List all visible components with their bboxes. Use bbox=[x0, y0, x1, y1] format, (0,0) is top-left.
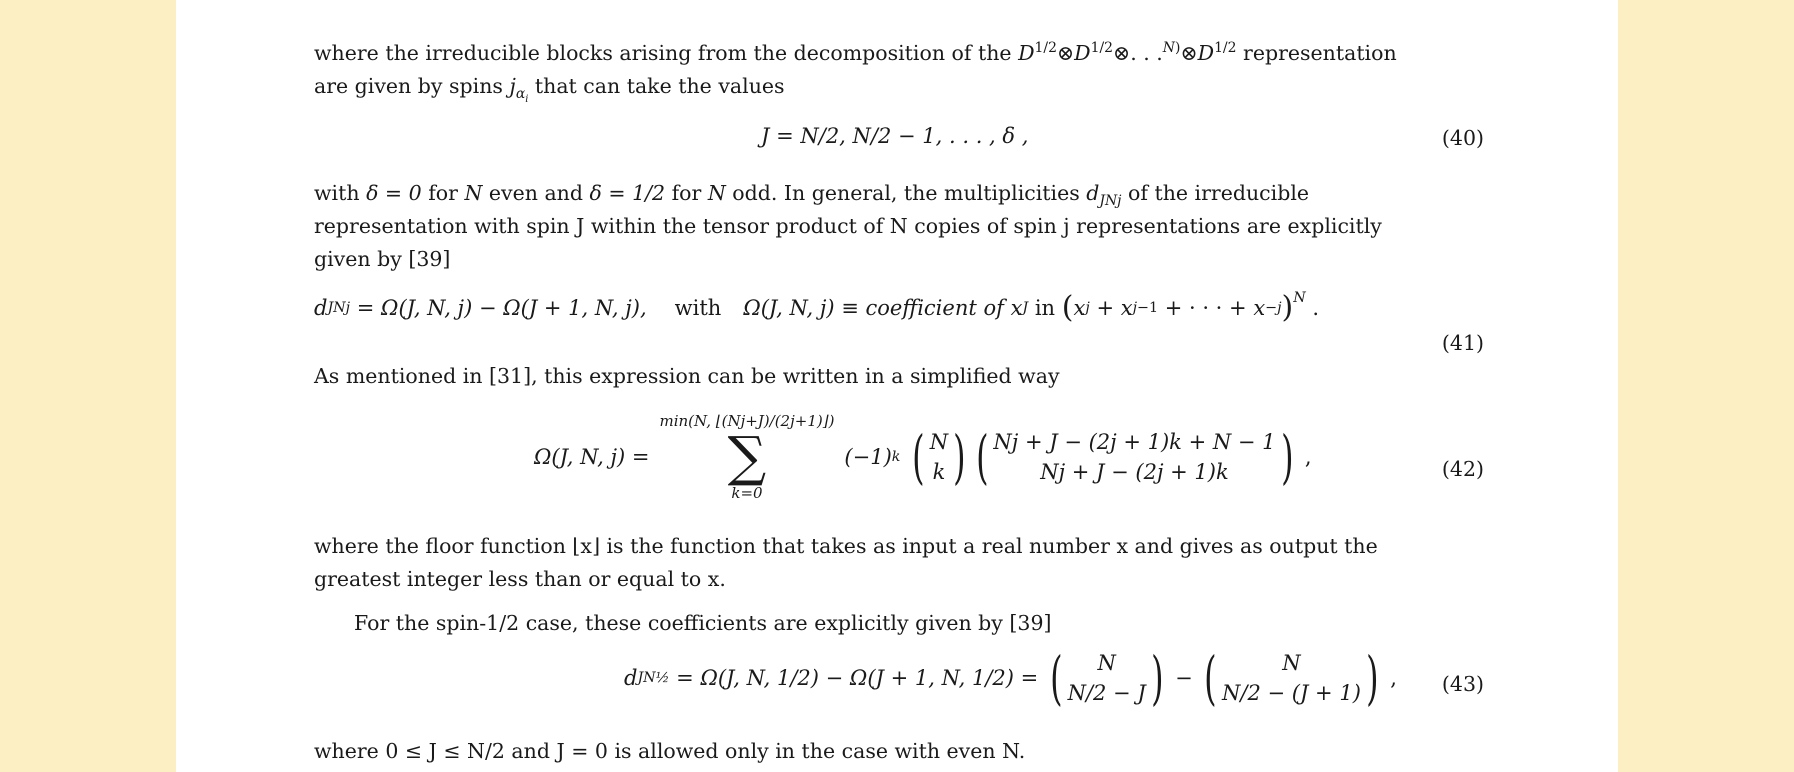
paragraph-line: given by [39] bbox=[314, 247, 451, 271]
paragraph-line: greatest integer less than or equal to x. bbox=[314, 567, 726, 591]
paragraph-spin-half bbox=[354, 607, 1524, 640]
paragraph-conditions bbox=[314, 735, 1484, 768]
paragraph-line: where 0 ≤ J ≤ N/2 and J = 0 is allowed only in the case with even N. bbox=[314, 739, 1026, 763]
equation-41: d JNj = Ω(J, N, j) − Ω(J + 1, N, j), with Ω(J, N, j) ≡ coefficient of x J in ( x j + x j−1 + · · · + x −j ) $^N$ . bbox=[314, 289, 1320, 325]
paragraph-multiplicities bbox=[314, 177, 1484, 276]
equation-42: Ω(J, N, j) = min(N, ⌊(Nj+J)/(2j+1)⌋) ∑ k=0 (−1) k ( N k ) ( Nj + J − (2j + 1)k + N − 1 Nj + J − (2j + 1)k ) , bbox=[534, 412, 1312, 502]
paragraph-line: representation with spin J within the tensor product of N copies of spin j representations are explicitly bbox=[314, 214, 1382, 238]
paragraph-floor-function bbox=[314, 530, 1484, 596]
paragraph-line: where the floor function ⌊x⌋ is the function that takes as input a real number x and gives as output the bbox=[314, 534, 1378, 558]
paragraph-decomposition bbox=[314, 37, 1484, 103]
summation: min(N, ⌊(Nj+J)/(2j+1)⌋) ∑ k=0 bbox=[659, 412, 835, 502]
paragraph-line: As mentioned in [31], this expression can be written in a simplified way bbox=[314, 364, 1060, 388]
equation-number-42: (42) bbox=[1441, 457, 1484, 481]
equation-number-41: (41) bbox=[1441, 331, 1484, 355]
paragraph-simplified bbox=[314, 360, 1484, 393]
equation-40: J = N/2, N/2 − 1, . . . , δ , bbox=[761, 124, 1029, 148]
binomial-main: ( Nj + J − (2j + 1)k + N − 1 Nj + J − (2j + 1)k ) bbox=[975, 423, 1294, 491]
binomial-first: ( N N/2 − J ) bbox=[1050, 644, 1164, 712]
binomial-n-k: ( N k ) bbox=[912, 423, 966, 491]
equation-number-40: (40) bbox=[1441, 126, 1484, 150]
paragraph-line: with δ = 0 for N even and δ = 1/2 for N odd. In general, the multiplicities $d_{JNj}$ of the irreducible bbox=[314, 181, 1310, 210]
paragraph-line: For the spin-1/2 case, these coefficients are explicitly given by [39] bbox=[354, 611, 1052, 635]
paper-page bbox=[176, 0, 1618, 772]
binomial-second: ( N N/2 − (J + 1) ) bbox=[1204, 644, 1379, 712]
equation-number-43: (43) bbox=[1441, 672, 1484, 696]
paragraph-line: are given by spins $j_{\alpha_i}$ that can take the values bbox=[314, 74, 785, 105]
paragraph-line: where the irreducible blocks arising from the decomposition of the $D^{1/2}\otimes D^{1/2}\otimes$. . $.^{N)}\otimes D^{1/2}$ representation bbox=[314, 40, 1397, 65]
equation-43: d JN½ = Ω(J, N, 1/2) − Ω(J + 1, N, 1/2) = ( N N/2 − J ) − ( N N/2 − (J + 1) ) , bbox=[624, 644, 1397, 712]
